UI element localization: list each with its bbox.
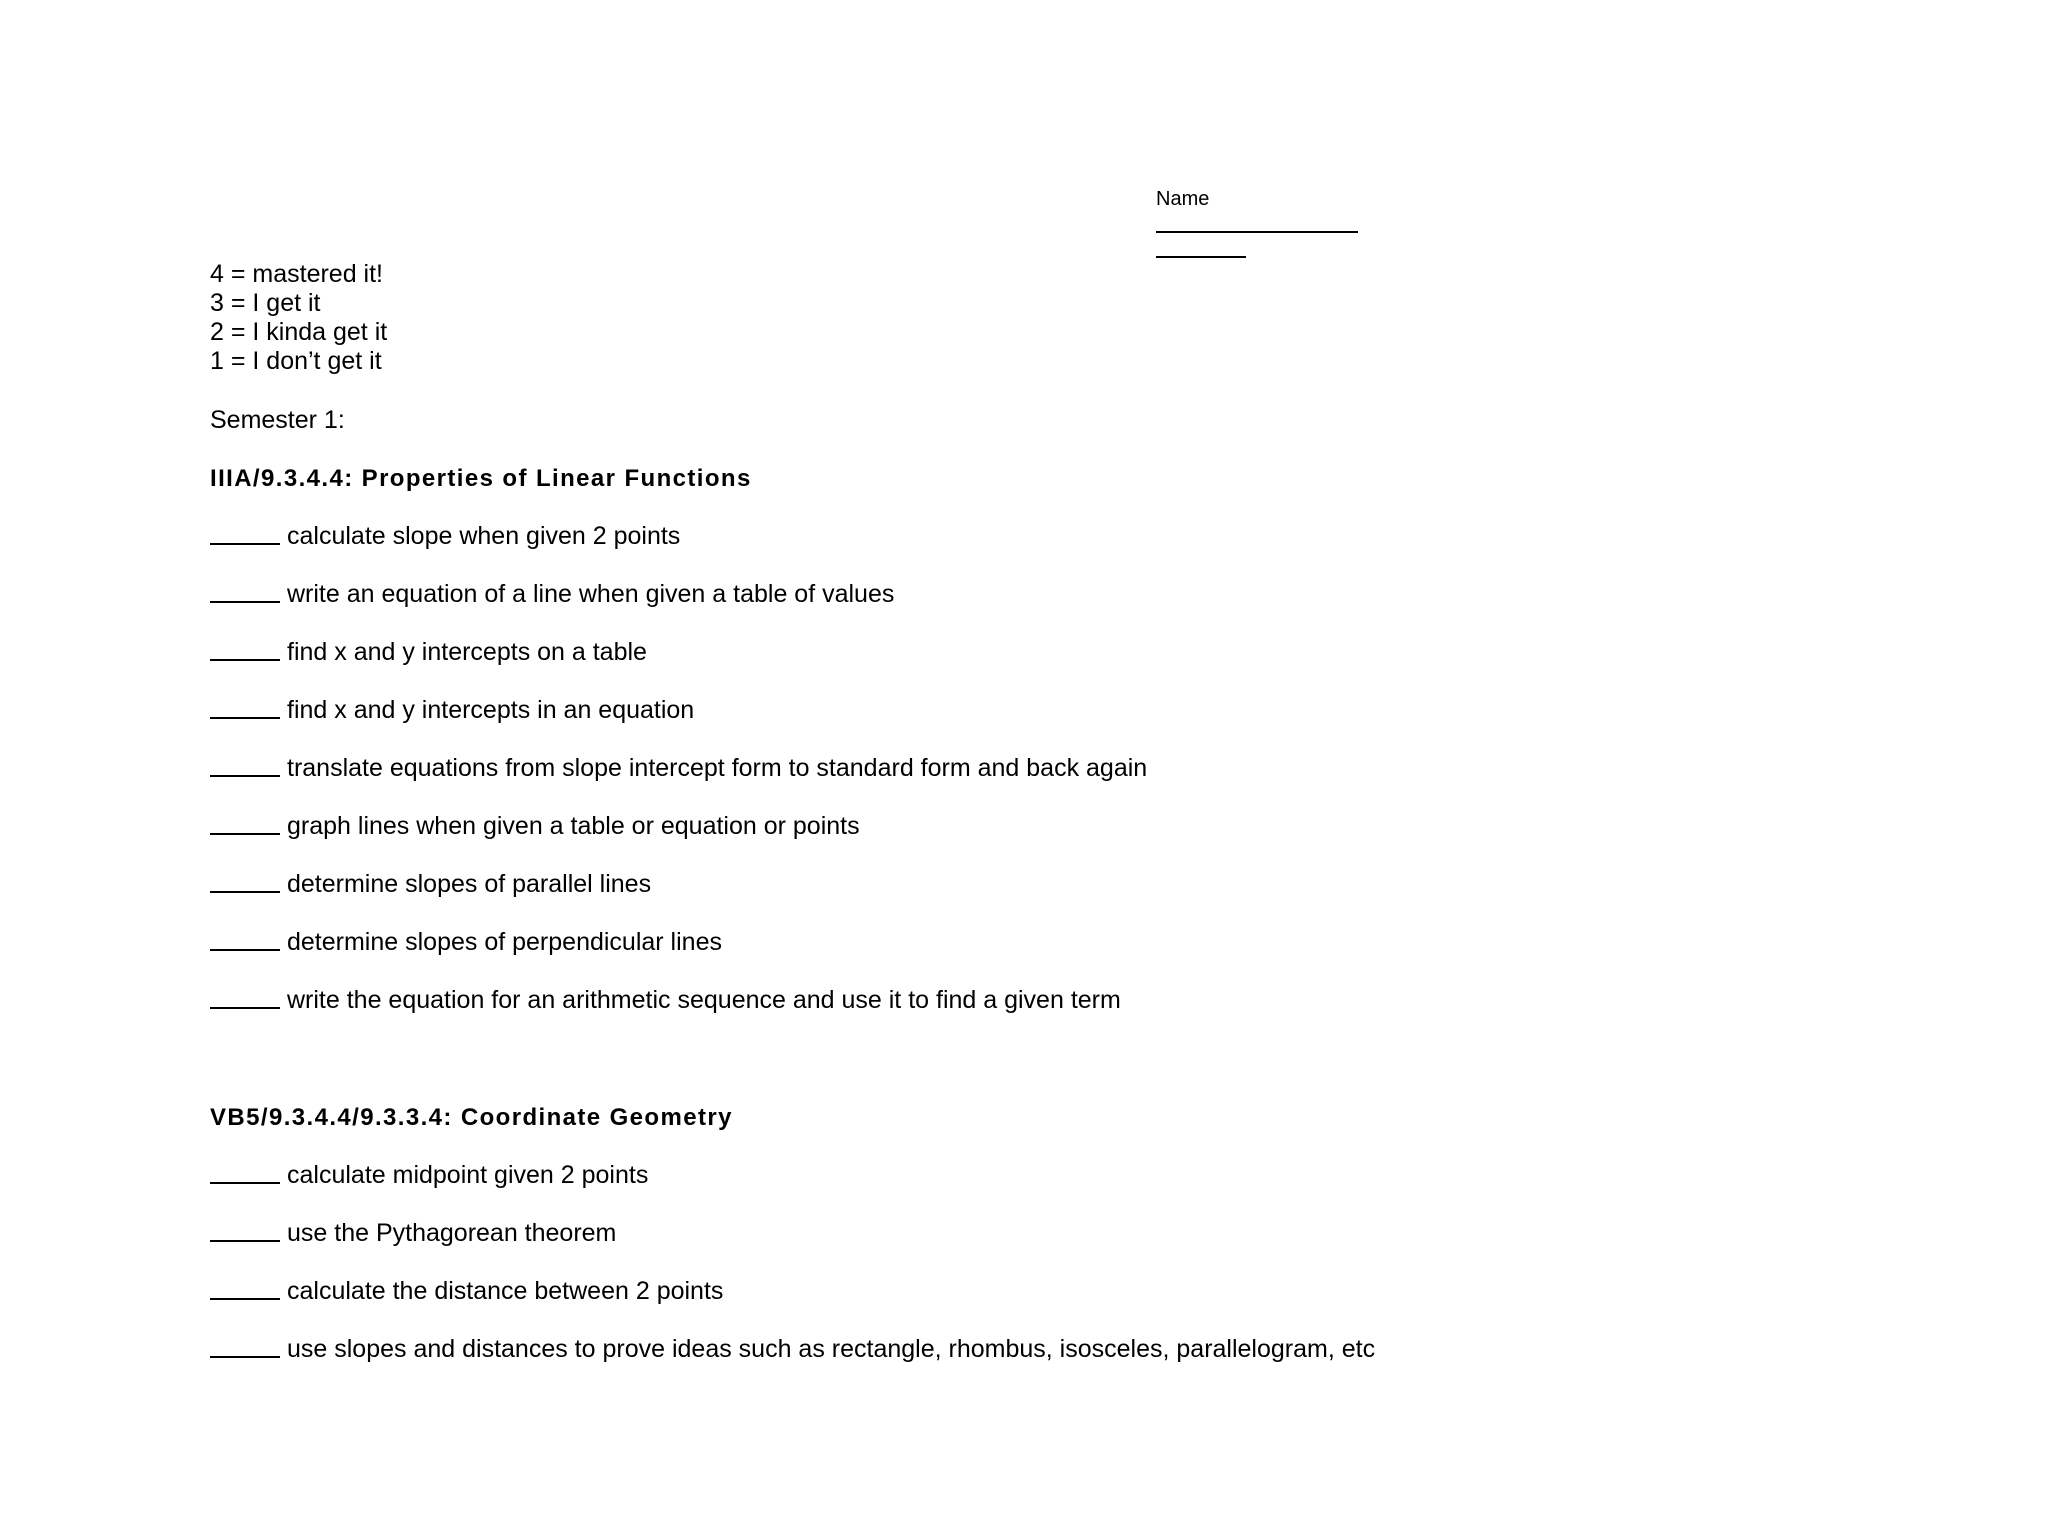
rating-blank (210, 1356, 280, 1358)
legend-line-2: 2 = I kinda get it (210, 318, 388, 346)
rating-blank (210, 949, 280, 951)
checklist-item (210, 754, 1147, 783)
rating-blank (210, 1298, 280, 1300)
checklist-item-text: graph lines when given a table or equation or points (287, 812, 860, 840)
checklist-item-text: translate equations from slope intercept form to standard form and back again (287, 754, 1148, 782)
rating-blank (210, 601, 280, 603)
checklist-item-text: calculate midpoint given 2 points (287, 1161, 649, 1189)
checklist-item (210, 1335, 1375, 1364)
name-blank-line-continuation (1156, 256, 1246, 258)
checklist-item-text: determine slopes of parallel lines (287, 870, 652, 898)
rating-blank (210, 1182, 280, 1184)
checklist-item (210, 1219, 616, 1248)
checklist-item-text: use slopes and distances to prove ideas such as rectangle, rhombus, isosceles, parallelogram, etc (287, 1335, 1376, 1363)
checklist-item-text: write the equation for an arithmetic sequence and use it to find a given term (287, 986, 1121, 1014)
checklist-item-text: write an equation of a line when given a table of values (287, 580, 895, 608)
rating-blank (210, 717, 280, 719)
checklist-item-text: use the Pythagorean theorem (287, 1219, 617, 1247)
legend-line-3: 3 = I get it (210, 289, 321, 317)
checklist-item (210, 928, 722, 957)
checklist-item-text: determine slopes of perpendicular lines (287, 928, 722, 956)
checklist-item (210, 812, 860, 841)
checklist-item (210, 1277, 723, 1306)
checklist-item-text: find x and y intercepts on a table (287, 638, 647, 666)
checklist-item (210, 580, 894, 609)
section-heading-linear-functions: IIIA/9.3.4.4: Properties of Linear Functions (210, 465, 752, 492)
rating-blank (210, 891, 280, 893)
name-label: Name (1156, 188, 1210, 210)
checklist-item (210, 696, 694, 725)
name-blank-line (1156, 231, 1358, 233)
rating-blank (210, 659, 280, 661)
checklist-item (210, 638, 647, 667)
rating-blank (210, 1240, 280, 1242)
semester-label: Semester 1: (210, 406, 345, 434)
rating-blank (210, 833, 280, 835)
rating-blank (210, 1007, 280, 1009)
checklist-item (210, 870, 651, 899)
rating-blank (210, 775, 280, 777)
checklist-item (210, 522, 680, 551)
legend-line-1: 1 = I don’t get it (210, 347, 382, 375)
legend-line-4: 4 = mastered it! (210, 260, 383, 288)
checklist-item-text: calculate the distance between 2 points (287, 1277, 724, 1305)
checklist-item-text: calculate slope when given 2 points (287, 522, 681, 550)
section-heading-coordinate-geometry: VB5/9.3.4.4/9.3.3.4: Coordinate Geometry (210, 1104, 733, 1131)
checklist-item (210, 986, 1121, 1015)
checklist-item (210, 1161, 648, 1190)
rating-blank (210, 543, 280, 545)
checklist-item-text: find x and y intercepts in an equation (287, 696, 695, 724)
